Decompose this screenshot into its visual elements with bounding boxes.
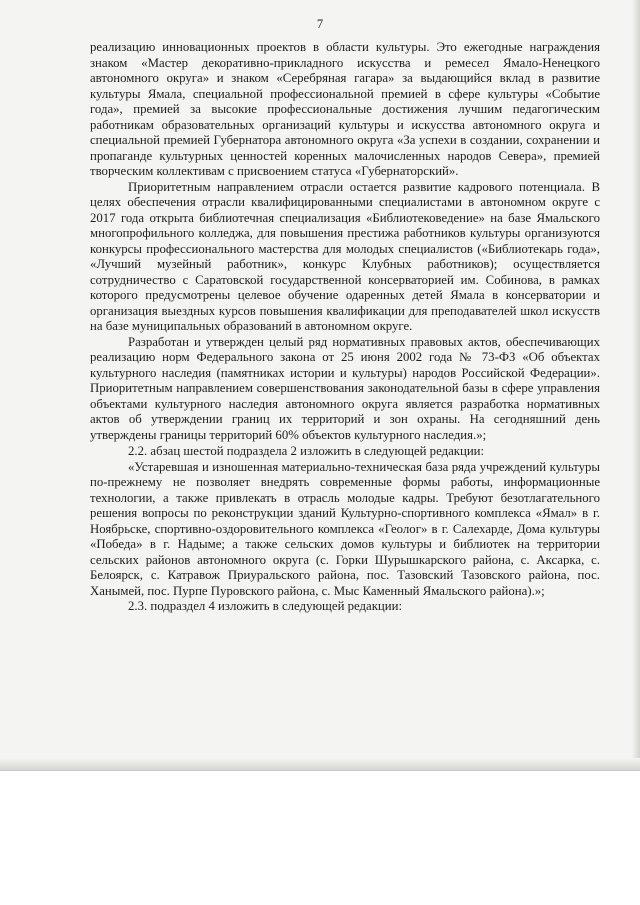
paragraph-clause-2-3: 2.3. подраздел 4 изложить в следующей редакции: xyxy=(128,599,403,613)
document-body xyxy=(90,40,600,615)
paragraph-infrastructure-quote: «Устаревшая и изношенная материально-техническая база ряда учреждений культуры по-прежнему не позволяет внедрять современные формы работы, информационные технологии, а также привлекать в отрасль молодые кадры. Требуют безотлагательного решения вопросы по реконструкции зданий Культурно-спортивного комплекса «Ямал» в г. Ноябрьске, спортивно-оздоровительного комплекса «Геолог» в г. Салехарде, Дома культуры «Победа» в г. Надыме; а также сельских домов культуры и библиотек на территории сельских районов автономного округа (с. Горки Шурышкарского района, с. Аксарка, с. Белоярск, с. Катравож Приуральского района, пос. Тазовский Тазовского района, пос. Ханымей, пос. Пурпе Пуровского района, с. Мыс Каменный Ямальского района).»; xyxy=(90,459,600,598)
paragraph-clause-2-2: 2.2. абзац шестой подраздела 2 изложить в следующей редакции: xyxy=(128,444,485,458)
scan-edge-right xyxy=(632,0,640,770)
scan-edge-bottom xyxy=(0,758,640,770)
paragraph-staff-development: Приоритетным направлением отрасли остается развитие кадрового потенциала. В целях обеспечения отрасли квалифицированными специалистами в автономном округе с 2017 года открыта библиотечная специализация «Библиотековедение» на базе Ямальского многопрофильного колледжа, для повышения престижа работников культуры организуются конкурсы профессионального мастерства для молодых специалистов («Библиотекарь года», «Лучший музейный работник», конкурс Клубных работников); осуществляется сотрудничество с Саратовской государственной консерваторией им. Собинова, в рамках которого предусмотрены целевое обучение одаренных детей Ямала в консерватории и организация выездных курсов повышения квалификации для преподавателей школ искусств на базе муниципальных образований в автономном округе. xyxy=(90,179,600,333)
paragraph-awards: реализацию инновационных проектов в области культуры. Это ежегодные награждения знаком «Мастер декоративно-прикладного искусства и ремесел Ямало-Ненецкого автономного округа» и знаком «Серебряная гагара» за выдающийся вклад в развитие культуры Ямала, специальной профессиональной премией в сфере культуры «Событие года», премией за высокие профессиональные достижения лучшим педагогическим работникам образовательных организаций культуры и искусства автономного округа и специальной премией Губернатора автономного округа «За успехи в создании, сохранении и пропаганде культурных ценностей коренных малочисленных народов Севера», премией творческим коллективам с присвоением статуса «Губернаторский». xyxy=(90,40,600,178)
paragraph-legal-acts: Разработан и утвержден целый ряд нормативных правовых актов, обеспечивающих реализацию норм Федерального закона от 25 июня 2002 года № 73-ФЗ «Об объектах культурного наследия (памятниках истории и культуры) народов Российской Федерации». Приоритетным направлением совершенствования законодательной базы в сфере управления объектами культурного наследия автономного округа является разработка нормативных актов об утверждении границ их территорий и зон охраны. На сегодняшний день утверждены границы территорий 60% объектов культурного наследия.»; xyxy=(90,334,600,442)
page-number: 7 xyxy=(316,17,324,31)
